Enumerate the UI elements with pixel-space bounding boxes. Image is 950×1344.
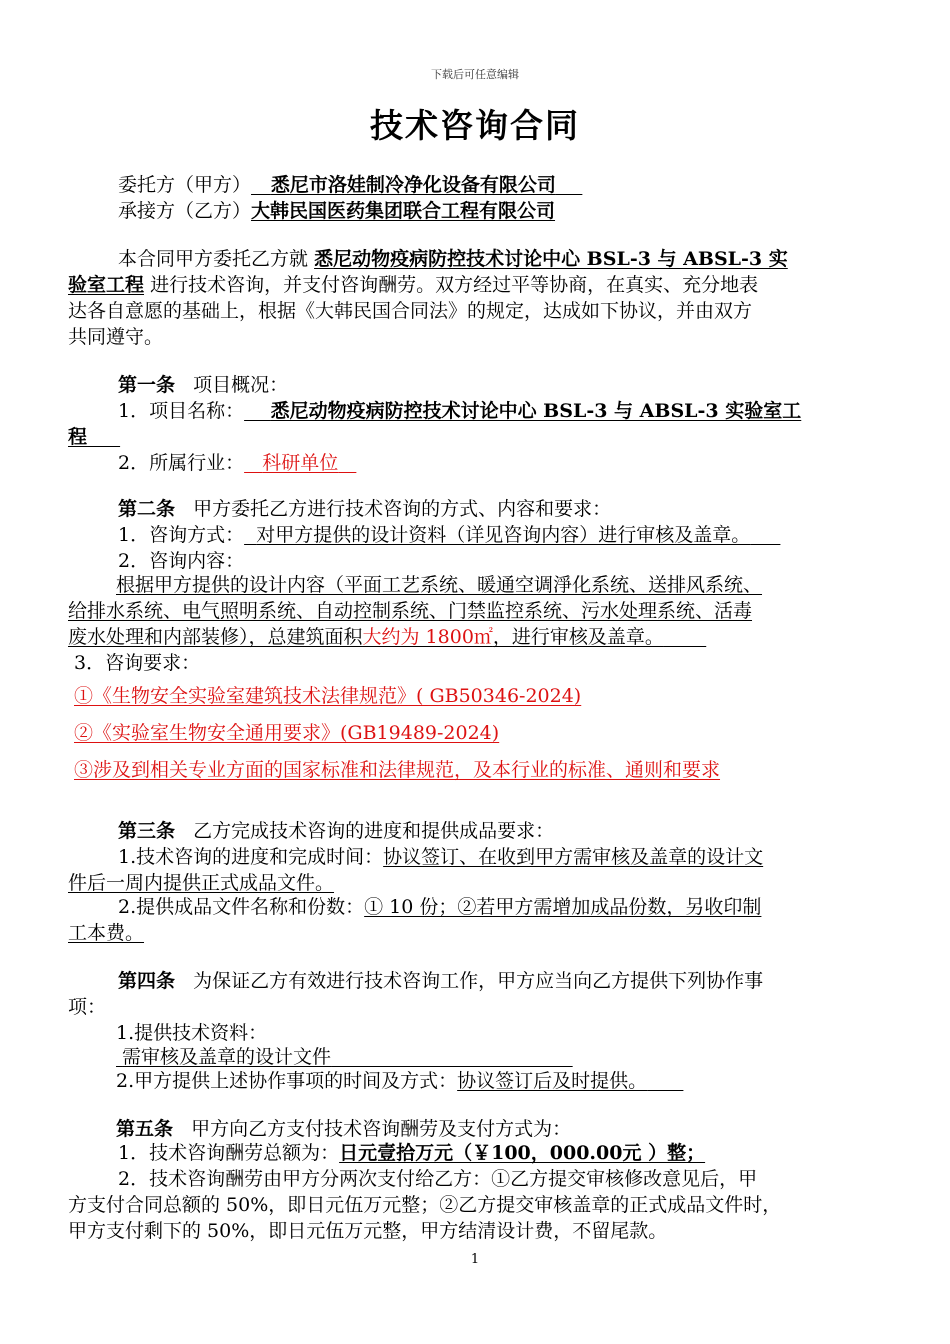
article-2-content-3: 废水处理和内部装修），总建筑面积大约为 1800㎡，进行审核及盖章。: [68, 626, 664, 648]
intro-line-1: 本合同甲方委托乙方就 悉尼动物疫病防控技术讨论中心 BSL-3 与 ABSL-3 实: [118, 248, 788, 270]
article-4-heading-cont: 项：: [68, 996, 107, 1018]
intro-line-3: 达各自意愿的基础上，根据《大韩民国合同法》的规定，达成如下协议，并由双方: [68, 300, 753, 322]
party-a: 委托方（甲方） 悉尼市洛娃制冷净化设备有限公司: [118, 174, 556, 196]
article-5-heading: 第五条 甲方向乙方支付技术咨询酬劳及支付方式为：: [116, 1118, 572, 1140]
article-4-item-2: 2.甲方提供上述协作事项的时间及方式：协议签订后及时提供。: [116, 1070, 648, 1092]
party-b: 承接方（乙方）大韩民国医药集团联合工程有限公司: [118, 200, 556, 222]
article-2-item-2: 2．咨询内容：: [118, 550, 245, 572]
article-5-item-2-l3: 甲方支付剩下的 50%，即日元伍万元整，甲方结清设计费，不留尾款。: [68, 1220, 668, 1242]
article-4-heading: 第四条 为保证乙方有效进行技术咨询工作，甲方应当向乙方提供下列协作事: [118, 970, 764, 992]
article-5-item-1: 1．技术咨询酬劳总额为：日元壹拾万元（￥100，000.00元 ）整；: [118, 1142, 706, 1164]
page-number: 1: [470, 1252, 480, 1267]
header-note: 下载后可任意编辑: [431, 68, 519, 81]
article-4-item-1: 1.提供技术资料：: [116, 1022, 268, 1044]
requirement-2: ②《实验室生物安全通用要求》(GB19489-2024): [74, 722, 500, 744]
requirement-3: ③涉及到相关专业方面的国家标准和法律规范，及本行业的标准、通则和要求: [74, 759, 721, 781]
intro-line-4: 共同遵守。: [68, 326, 164, 348]
article-1-item-2: 2．所属行业： 科研单位: [118, 452, 339, 474]
article-3-item-1-cont: 件后一周内提供正式成品文件。: [68, 872, 335, 894]
article-5-item-2-l1: 2．技术咨询酬劳由甲方分两次支付给乙方：①乙方提交审核修改意见后，甲: [118, 1168, 758, 1190]
article-3-item-2-cont: 工本费。: [68, 922, 145, 944]
article-3-heading: 第三条 乙方完成技术咨询的进度和提供成品要求：: [118, 820, 555, 842]
article-5-item-2-l2: 方支付合同总额的 50%，即日元伍万元整；②乙方提交审核盖章的正式成品文件时，: [68, 1194, 782, 1216]
article-2-item-1: 1．咨询方式： 对甲方提供的设计资料（详见咨询内容）进行审核及盖章。: [118, 524, 751, 546]
contract-title: 技术咨询合同: [370, 106, 580, 145]
intro-line-2: 验室工程 进行技术咨询，并支付咨询酬劳。双方经过平等协商，在真实、充分地表: [68, 274, 759, 296]
article-3-item-2: 2.提供成品文件名称和份数：① 10 份；②若甲方需增加成品份数，另收印制: [118, 896, 762, 918]
article-1-item-1: 1．项目名称： 悉尼动物疫病防控技术讨论中心 BSL-3 与 ABSL-3 实验室工: [118, 400, 802, 422]
article-2-content-2: 给排水系统、电气照明系统、自动控制系统、门禁监控系统、污水处理系统、活毒: [68, 600, 753, 622]
article-1-heading: 第一条 项目概况：: [118, 374, 289, 396]
article-2-heading: 第二条 甲方委托乙方进行技术咨询的方式、内容和要求：: [118, 498, 612, 520]
article-2-content-1: 根据甲方提供的设计内容（平面工艺系统、暖通空调淨化系统、送排风系统、: [116, 574, 763, 596]
article-2-item-3: 3．咨询要求：: [74, 652, 201, 674]
article-4-item-1-value: 需审核及盖章的设计文件: [122, 1046, 332, 1068]
article-1-item-1-cont: 程: [68, 426, 88, 448]
requirement-1: ①《生物安全实验室建筑技术法律规范》( GB50346-2024): [74, 685, 582, 707]
article-3-item-1: 1.技术咨询的进度和完成时间：协议签订、在收到甲方需审核及盖章的设计文: [118, 846, 764, 868]
